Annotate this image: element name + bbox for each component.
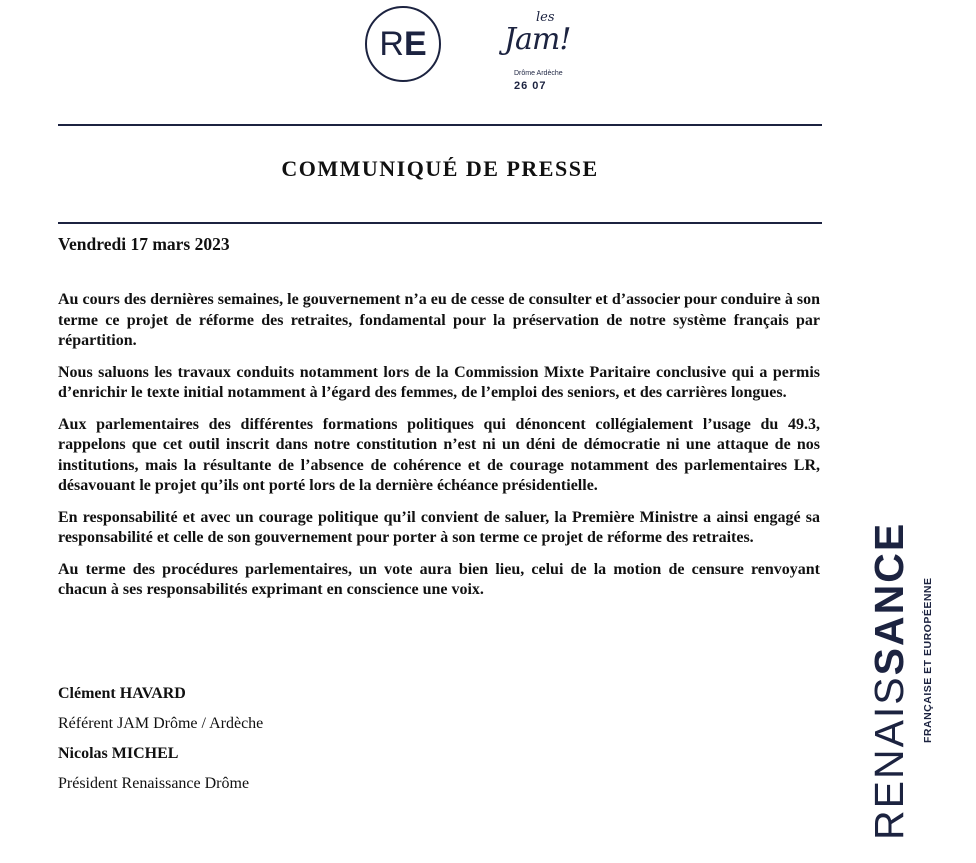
re-logo-e: E bbox=[403, 24, 427, 63]
renaissance-side-logo bbox=[866, 500, 946, 850]
signatory-name: Clément HAVARD bbox=[58, 685, 186, 702]
renaissance-tagline: FRANÇAISE ET EUROPÉENNE bbox=[922, 577, 934, 743]
renaissance-wordmark bbox=[866, 490, 916, 840]
press-release-date: Vendredi 17 mars 2023 bbox=[58, 234, 230, 254]
signatory bbox=[58, 744, 458, 794]
jam-logo-word: Jam! bbox=[504, 22, 571, 57]
body-paragraph: Au cours des dernières semaines, le gouvernement n’a eu de cesse de consulter et d’associer pour conduire à son terme ce projet de réforme des retraites, fondamental pour la préservation de notre système français par répartition. bbox=[58, 291, 820, 349]
body-paragraph: Aux parlementaires des différentes formations politiques qui dénoncent collégialement l’usage du 49.3, rappelons que cet outil inscrit dans notre constitution n’est ni un déni de démocratie ni une attaque de nos institutions, mais la résultante de l’absence de cohérence et de courage notamment des parlementaires LR, désavouant le projet qu’ils ont porté lors de la dernière échéance présidentielle. bbox=[58, 415, 820, 494]
body-paragraph: En responsabilité et avec un courage politique qu’il convient de saluer, la Première Ministre a ainsi engagé sa responsabilité et celle de son gouvernement pour porter à son terme ce projet de réforme des retraites. bbox=[58, 508, 820, 546]
re-logo-r: R bbox=[379, 24, 404, 63]
jam-logo bbox=[500, 10, 590, 100]
jam-logo-region: Drôme Ardèche bbox=[514, 70, 563, 77]
header-divider-bottom bbox=[58, 222, 822, 224]
renaissance-wordmark-thin: RENAIS bbox=[866, 675, 912, 840]
signatory-role: Référent JAM Drôme / Ardèche bbox=[58, 715, 264, 732]
signatory bbox=[58, 684, 458, 734]
jam-logo-les: les bbox=[536, 10, 555, 25]
renaissance-re-logo bbox=[365, 6, 441, 82]
page-title: COMMUNIQUÉ DE PRESSE bbox=[281, 156, 599, 181]
body-paragraph: Nous saluons les travaux conduits notamment lors de la Commission Mixte Paritaire conclusive qui a permis d’enrichir le texte initial notamment à l’égard des femmes, de l’emploi des seniors, et des carrières longues. bbox=[58, 363, 820, 401]
press-release-body bbox=[58, 290, 820, 612]
signatory-role: Président Renaissance Drôme bbox=[58, 775, 250, 792]
header-divider-top bbox=[58, 124, 822, 126]
signatory-name: Nicolas MICHEL bbox=[58, 745, 179, 762]
renaissance-wordmark-heavy: SANCE bbox=[866, 521, 912, 676]
jam-logo-numbers: 26 07 bbox=[514, 80, 547, 92]
body-paragraph: Au terme des procédures parlementaires, un vote aura bien lieu, celui de la motion de censure renvoyant chacun à ses responsabilités exprimant en conscience une voix. bbox=[58, 560, 820, 598]
signatures bbox=[58, 684, 458, 804]
